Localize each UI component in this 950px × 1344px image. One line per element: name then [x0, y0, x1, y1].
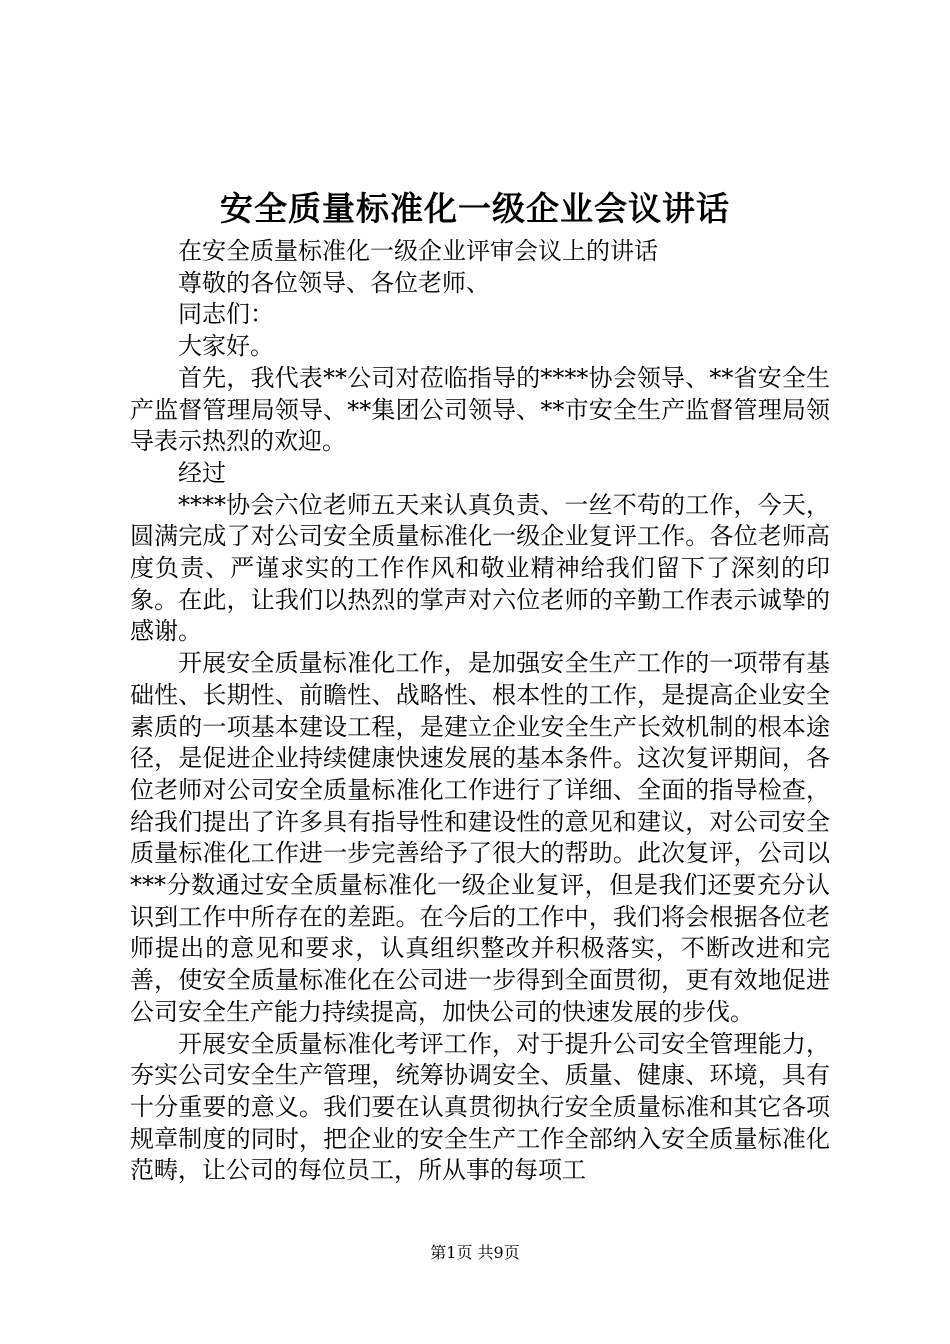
body-paragraph: 开展安全质量标准化考评工作，对于提升公司安全管理能力，夯实公司安全生产管理，统筹协调安全、质量、健康、环境，具有十分重要的意义。我们要在认真贯彻执行安全质量标准和其它各项规章制度的同时，把企业的安全生产工作全部纳入安全质量标准化范畴，让公司的每位员工，所从事的每项工: [130, 1029, 830, 1185]
salutation-line: 同志们：: [178, 300, 274, 329]
salutation-line: 尊敬的各位领导、各位老师、: [178, 268, 490, 297]
body-paragraph: 开展安全质量标准化工作，是加强安全生产工作的一项带有基础性、长期性、前瞻性、战略性、根本性的工作，是提高企业安全素质的一项基本建设工程，是建立企业安全生产长效机制的根本途径，是促进企业持续健康快速发展的基本条件。这次复评期间，各位老师对公司安全质量标准化工作进行了详细、全面的指导检查，给我们提出了许多具有指导性和建设性的意见和建议，对公司安全质量标准化工作进一步完善给予了很大的帮助。此次复评，公司以***分数通过安全质量标准化一级企业复评，但是我们还要充分认识到工作中所存在的差距。在今后的工作中，我们将会根据各位老师提出的意见和要求，认真组织整改并积极落实，不断改进和完善，使安全质量标准化在公司进一步得到全面贯彻，更有效地促进公司安全生产能力持续提高，加快公司的快速发展的步伐。: [130, 649, 830, 1026]
body-paragraph: 经过: [178, 458, 226, 487]
page-title: 安全质量标准化一级企业会议讲话: [220, 189, 730, 228]
body-paragraph: 首先，我代表**公司对莅临指导的****协会领导、**省安全生产监督管理局领导、**集团公司领导、**市安全生产监督管理局领导表示热烈的欢迎。: [130, 363, 830, 456]
greeting-line: 大家好。: [178, 332, 274, 361]
document-body: [130, 236, 830, 1187]
speech-subtitle: 在安全质量标准化一级企业评审会议上的讲话: [178, 237, 658, 265]
body-paragraph: ****协会六位老师五天来认真负责、一丝不苟的工作，今天，圆满完成了对公司安全质量标准化一级企业复评工作。各位老师高度负责、严谨求实的工作作风和敬业精神给我们留下了深刻的印象。在此，让我们以热烈的掌声对六位老师的辛勤工作表示诚挚的感谢。: [130, 490, 830, 646]
page-number-footer: 第1页 共9页: [430, 1243, 520, 1262]
